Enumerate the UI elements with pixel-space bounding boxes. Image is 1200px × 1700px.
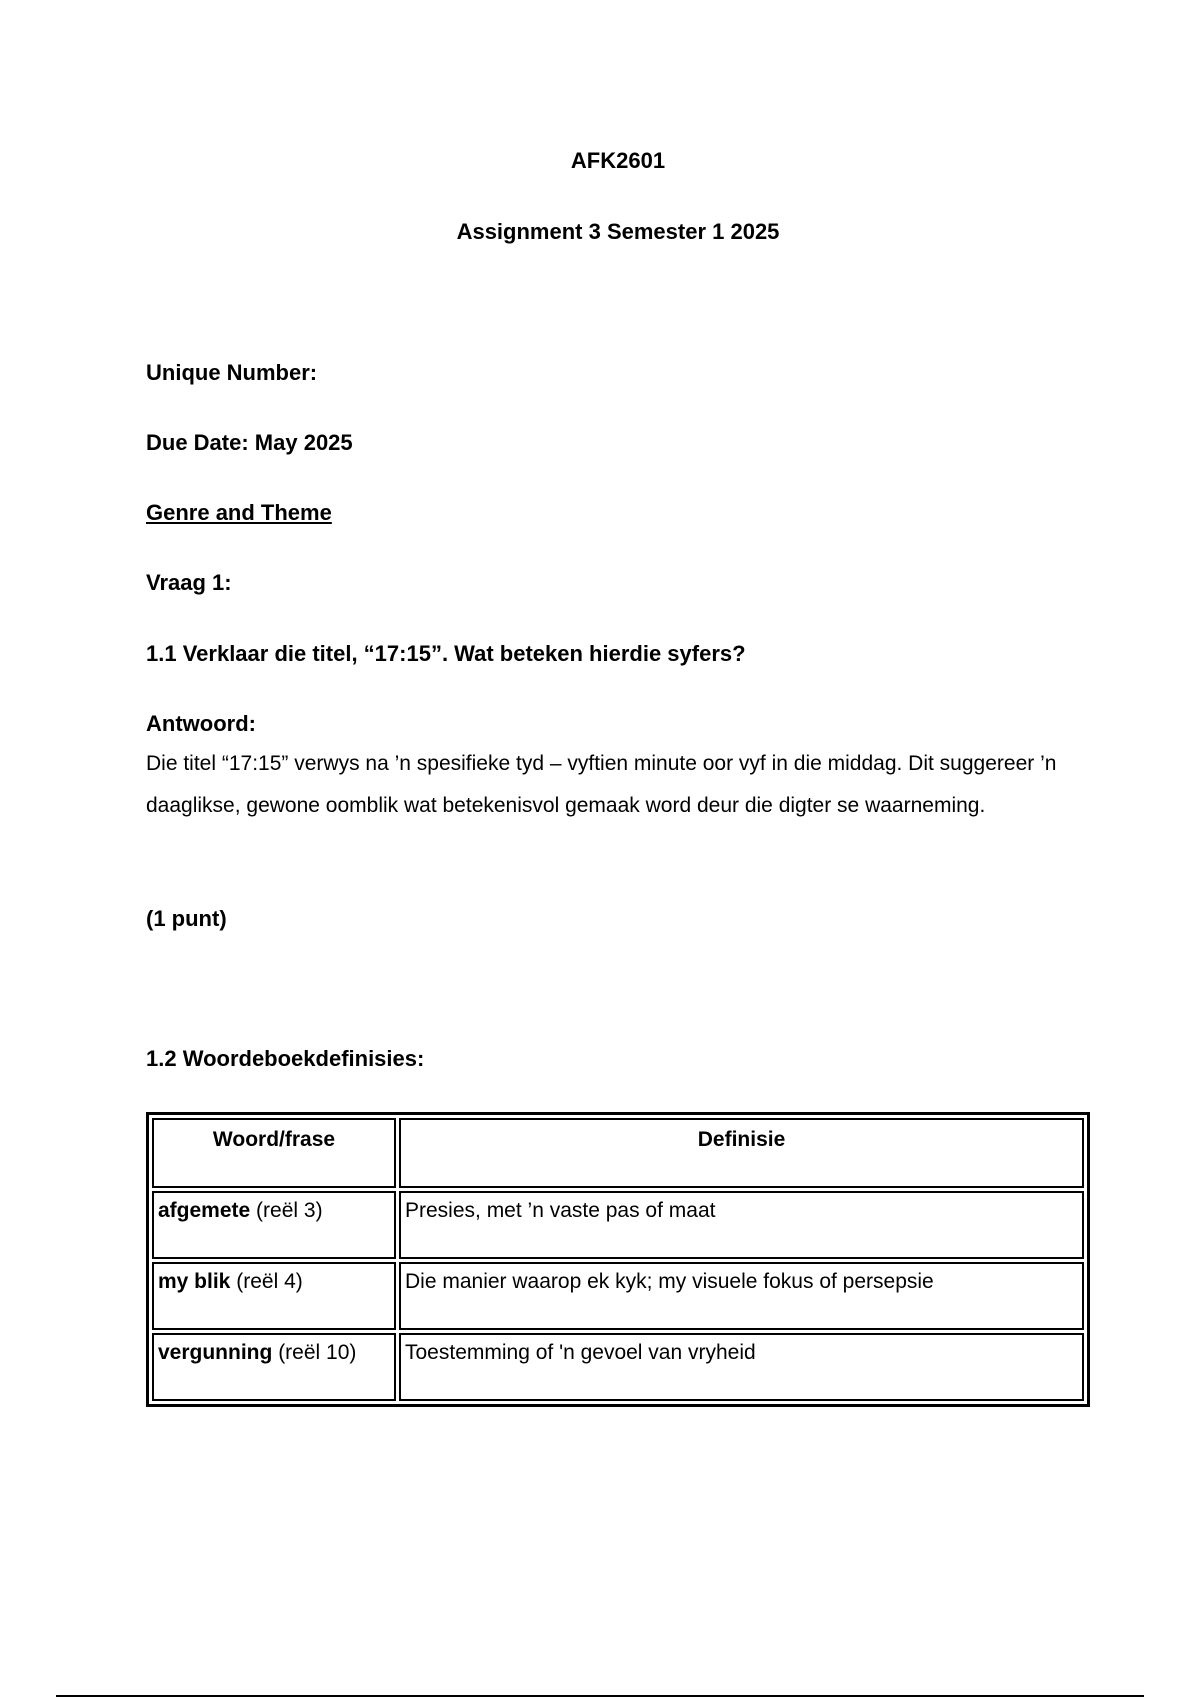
word-term: afgemete (158, 1199, 251, 1222)
word-term: my blik (158, 1270, 231, 1293)
definitions-table (146, 1112, 1090, 1407)
table-row (152, 1191, 1084, 1259)
definition-cell: Die manier waarop ek kyk; my visuele fokus of persepsie (399, 1262, 1084, 1330)
line-reference: (reël 4) (236, 1270, 303, 1293)
line-reference: (reël 3) (256, 1199, 323, 1222)
table-header-row (152, 1118, 1084, 1188)
course-code: AFK2601 (570, 148, 666, 173)
word-term: vergunning (158, 1341, 273, 1364)
due-date-label: Due Date: May 2025 (146, 430, 353, 455)
question-label: Vraag 1: (146, 570, 232, 595)
section-heading: Genre and Theme (146, 500, 332, 525)
definition-cell: Toestemming of 'n gevoel van vryheid (399, 1333, 1084, 1401)
header-word: Woord/frase (152, 1118, 396, 1188)
header-definition: Definisie (399, 1118, 1084, 1188)
footer-divider (56, 1695, 1144, 1697)
question-1-2: 1.2 Woordeboekdefinisies: (146, 1046, 425, 1071)
table-row (152, 1262, 1084, 1330)
marks-label: (1 punt) (146, 906, 227, 931)
unique-number-label: Unique Number: (146, 360, 318, 385)
definition-cell: Presies, met ’n vaste pas of maat (399, 1191, 1084, 1259)
word-cell (152, 1333, 396, 1401)
line-reference: (reël 10) (278, 1341, 357, 1364)
word-cell (152, 1191, 396, 1259)
answer-label: Antwoord: (146, 711, 256, 736)
answer-text: Die titel “17:15” verwys na ’n spesifieke tyd – vyftien minute oor vyf in die middag. Dit suggereer ’n daaglikse, gewone oomblik wat betekenisvol gemaak word deur die digter se waarneming. (146, 752, 1057, 817)
assignment-title: Assignment 3 Semester 1 2025 (456, 219, 780, 244)
question-1-1: 1.1 Verklaar die titel, “17:15”. Wat beteken hierdie syfers? (146, 641, 746, 666)
table-row (152, 1333, 1084, 1401)
word-cell (152, 1262, 396, 1330)
